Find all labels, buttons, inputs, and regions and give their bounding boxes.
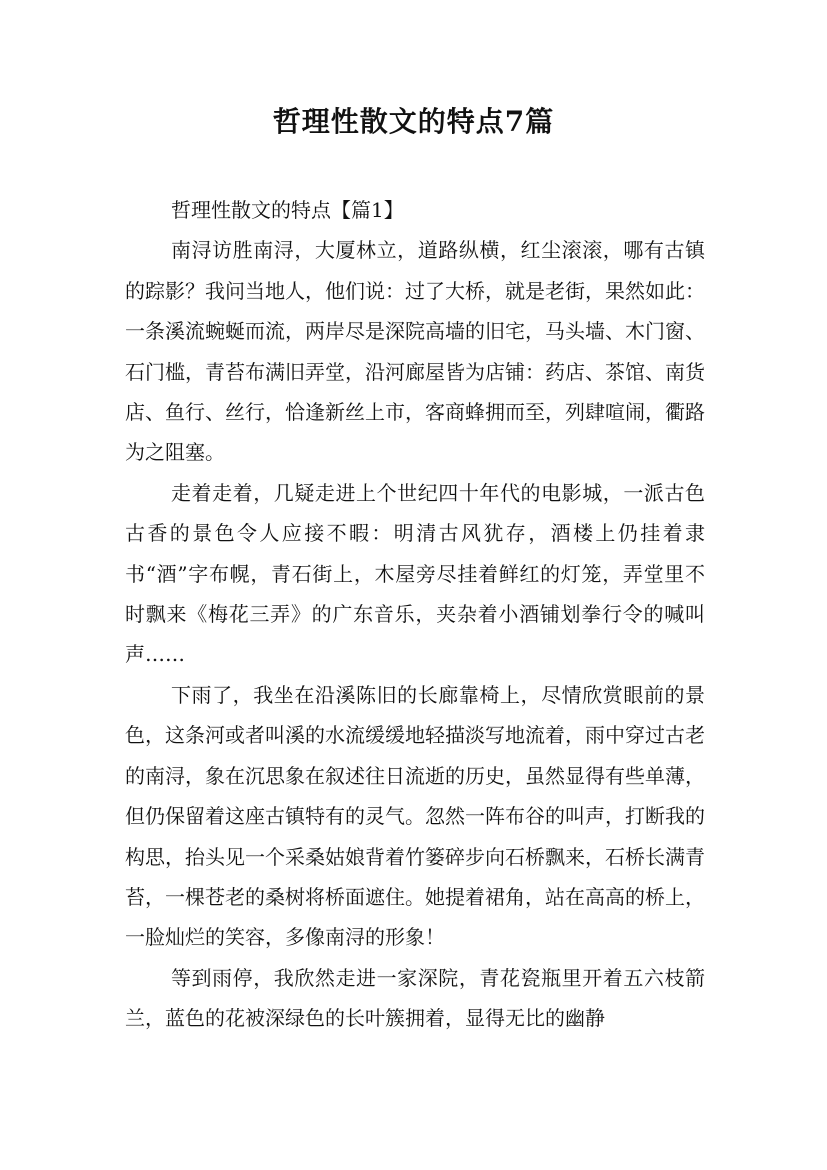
section-heading: 哲理性散文的特点【篇1】 (171, 198, 404, 222)
paragraph-2: 走着走着，几疑走进上个世纪四十年代的电影城，一派古色古香的景色令人应接不暇：明清古风犹存，酒楼上仍挂着隶书“酒”字布幌，青石街上，木屋旁尽挂着鲜红的灯笼，弄堂里不时飘来《梅花三弄》的广东音乐，夹杂着小酒铺划拳行令的喊叫声…… (125, 480, 705, 667)
document-body (125, 190, 705, 1039)
document-title: 哲理性散文的特点7篇 (272, 105, 555, 138)
paragraph-4: 等到雨停，我欣然走进一家深院，青花瓷瓶里开着五六枝箭兰，蓝色的花被深绿色的长叶簇拥着，显得无比的幽静 (125, 965, 705, 1031)
paragraph-1: 南浔访胜南浔，大厦林立，道路纵横，红尘滚滚，哪有古镇的踪影？我问当地人，他们说：过了大桥，就是老街，果然如此：一条溪流蜿蜒而流，两岸尽是深院高墙的旧宅，马头墙、木门窗、石门槛，青苔布满旧弄堂，沿河廊屋皆为店铺：药店、茶馆、南货店、鱼行、丝行，恰逢新丝上市，客商蜂拥而至，列肆喧闹，衢路为之阻塞。 (125, 238, 705, 465)
paragraph-3: 下雨了，我坐在沿溪陈旧的长廊靠椅上，尽情欣赏眼前的景色，这条河或者叫溪的水流缓缓地轻描淡写地流着，雨中穿过古老的南浔，象在沉思象在叙述往日流逝的历史，虽然显得有些单薄，但仍保留着这座古镇特有的灵气。忽然一阵布谷的叫声，打断我的构思，抬头见一个采桑姑娘背着竹篓碎步向石桥飘来，石桥长满青苔，一棵苍老的桑树将桥面遮住。她提着裙角，站在高高的桥上，一脸灿烂的笑容，多像南浔的形象！ (125, 682, 705, 950)
